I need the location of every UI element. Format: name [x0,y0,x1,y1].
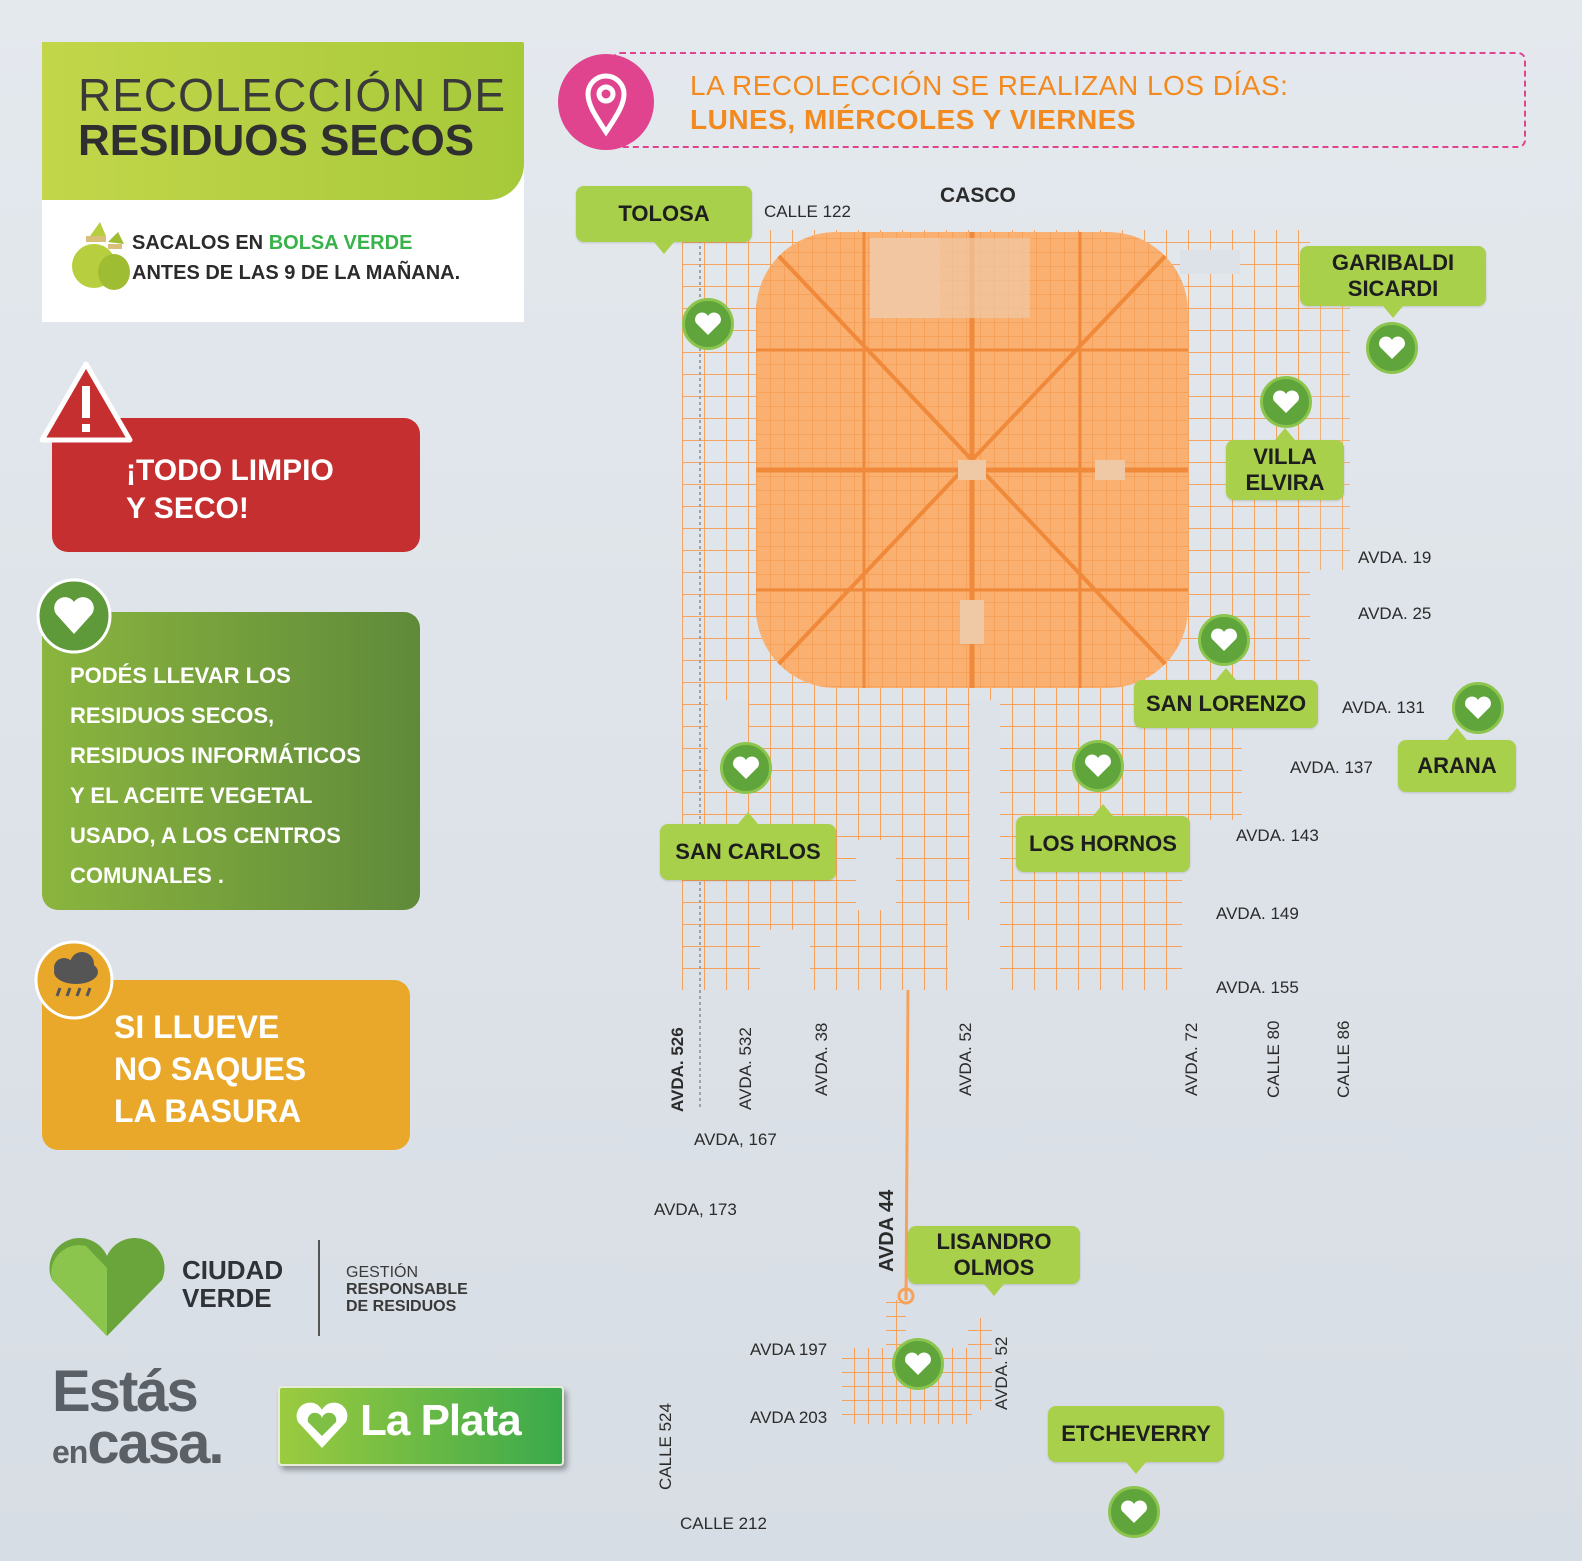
ciudad-verde-wordmark [182,1256,283,1312]
casco-label: CASCO [940,184,1016,207]
center-name-line: SICARDI [1347,276,1439,301]
center-tag-lisandro-olmos [908,1226,1080,1284]
center-name-line: LISANDRO [936,1229,1052,1254]
center-tag-tolosa: TOLOSA [576,186,752,242]
center-tag-garibaldi-sicardi [1300,246,1486,306]
street-label: AVDA. 526 [668,1027,687,1112]
center-tag-san-carlos: SAN CARLOS [660,824,836,880]
la-plata-heart-icon [294,1402,350,1450]
street-label: AVDA 44 [876,1189,898,1272]
street-label: AVDA. 149 [1216,904,1299,923]
community-center-pin [1260,376,1312,428]
heart-icon [732,756,760,780]
community-center-pin [1108,1486,1160,1538]
center-tag-etcheverry: ETCHEVERRY [1048,1406,1224,1462]
clean-dry-bold: LIMPIO [230,454,334,487]
center-tag-arana: ARANA [1398,740,1516,792]
ciudad-verde-line-2: VERDE [182,1283,272,1313]
heart-badge-icon [36,578,112,654]
street-label: AVDA. 155 [1216,978,1299,997]
street-label: AVDA. 72 [1182,1022,1201,1096]
bag-instruction-line-1 [132,232,412,255]
heart-icon [1210,628,1238,652]
street-label: AVDA. 25 [1358,604,1432,623]
rain-line: LA BASURA [114,1093,302,1129]
street-label: AVDA. 52 [992,1336,1011,1410]
tagline-line-1: GESTIÓN [346,1264,419,1281]
street-label: AVDA. 137 [1290,758,1373,777]
clean-dry-line-2: Y SECO! [126,492,249,525]
tagline-line-2: RESPONSABLE [346,1281,468,1298]
community-center-pin [1198,614,1250,666]
street-label: AVDA, 167 [694,1130,777,1149]
logo-divider [318,1240,320,1336]
community-center-pin [1452,682,1504,734]
street-label: AVDA 203 [750,1408,828,1427]
location-pin-icon [556,52,656,152]
center-tag-villa-elvira [1226,440,1344,500]
centers-line: RESIDUOS SECOS, [70,703,275,728]
community-centers-text [70,656,361,896]
centers-line: USADO, A LOS CENTROS [70,823,341,848]
la-plata-wordmark: La Plata [360,1396,521,1445]
estas-word: Estás [52,1359,197,1424]
street-label: AVDA. 38 [812,1022,831,1096]
street-label: AVDA. 532 [736,1027,755,1110]
title-card [42,42,524,322]
center-name-line: VILLA [1253,444,1317,469]
tagline-line-3: DE RESIDUOS [346,1298,457,1315]
casco-grid [756,232,1188,688]
heart-icon [1084,754,1112,778]
street-label: AVDA. 131 [1342,698,1425,717]
title-line-2: RESIDUOS SECOS [78,116,475,165]
street-label: CALLE 80 [1264,1020,1283,1098]
centers-line: Y EL ACEITE VEGETAL [70,783,313,808]
heart-icon [694,312,722,336]
estas-en-casa-logo [52,1359,223,1478]
rain-cloud-icon [34,940,114,1020]
heart-icon [1272,390,1300,414]
street-label: AVDA. 19 [1358,548,1432,567]
street-label: CALLE 212 [680,1514,767,1533]
street-label: CALLE 122 [764,202,851,221]
la-plata-logo [278,1386,564,1466]
bag-instruction-highlight: BOLSA VERDE [268,232,413,254]
center-tag-los-hornos: LOS HORNOS [1016,816,1190,872]
collection-days-heading: LA RECOLECCIÓN SE REALIZAN LOS DÍAS: [690,70,1289,101]
center-name-line: OLMOS [953,1255,1035,1280]
center-name-line: ELVIRA [1245,470,1325,495]
heart-icon [904,1352,932,1376]
heart-icon [1120,1500,1148,1524]
community-center-pin [892,1338,944,1390]
casa-word: casa. [87,1411,223,1476]
heart-icon [1378,336,1406,360]
collection-days-list: LUNES, MIÉRCOLES Y VIERNES [690,104,1137,135]
en-word: en [52,1434,88,1470]
centers-line: COMUNALES . [70,863,224,888]
street-label: AVDA. 143 [1236,826,1319,845]
ciudad-verde-line-1: CIUDAD [182,1255,284,1285]
rain-line: SI LLUEVE [114,1009,280,1045]
rain-text [114,1006,306,1132]
community-centers-card [42,612,420,910]
street-label: CALLE 86 [1334,1020,1353,1098]
community-center-pin [682,298,734,350]
ciudad-verde-logo-icon [46,1238,168,1338]
community-center-pin [1366,322,1418,374]
center-tag-san-lorenzo: SAN LORENZO [1134,680,1318,728]
street-label: CALLE 524 [656,1403,675,1490]
community-center-pin [1072,740,1124,792]
clean-dry-text [126,452,334,528]
street-label: AVDA 197 [750,1340,828,1359]
community-center-pin [720,742,772,794]
clean-dry-prefix: ¡TODO [126,454,231,487]
title-line-1: RECOLECCIÓN DE [78,69,507,121]
ciudad-verde-tagline [346,1264,468,1315]
green-bag-icon [60,218,132,292]
centers-line: RESIDUOS INFORMÁTICOS [70,743,361,768]
centers-line: PODÉS LLEVAR LOS [70,663,291,688]
warning-icon [38,360,134,446]
center-name-line: GARIBALDI [1331,250,1455,275]
heart-icon [1464,696,1492,720]
street-label: AVDA, 173 [654,1200,737,1219]
bag-instruction-line-2: ANTES DE LAS 9 DE LA MAÑANA. [132,262,461,284]
street-label: AVDA. 52 [956,1022,975,1096]
rain-line: NO SAQUES [114,1051,307,1087]
bag-instruction-prefix: SACALOS EN [132,232,269,254]
